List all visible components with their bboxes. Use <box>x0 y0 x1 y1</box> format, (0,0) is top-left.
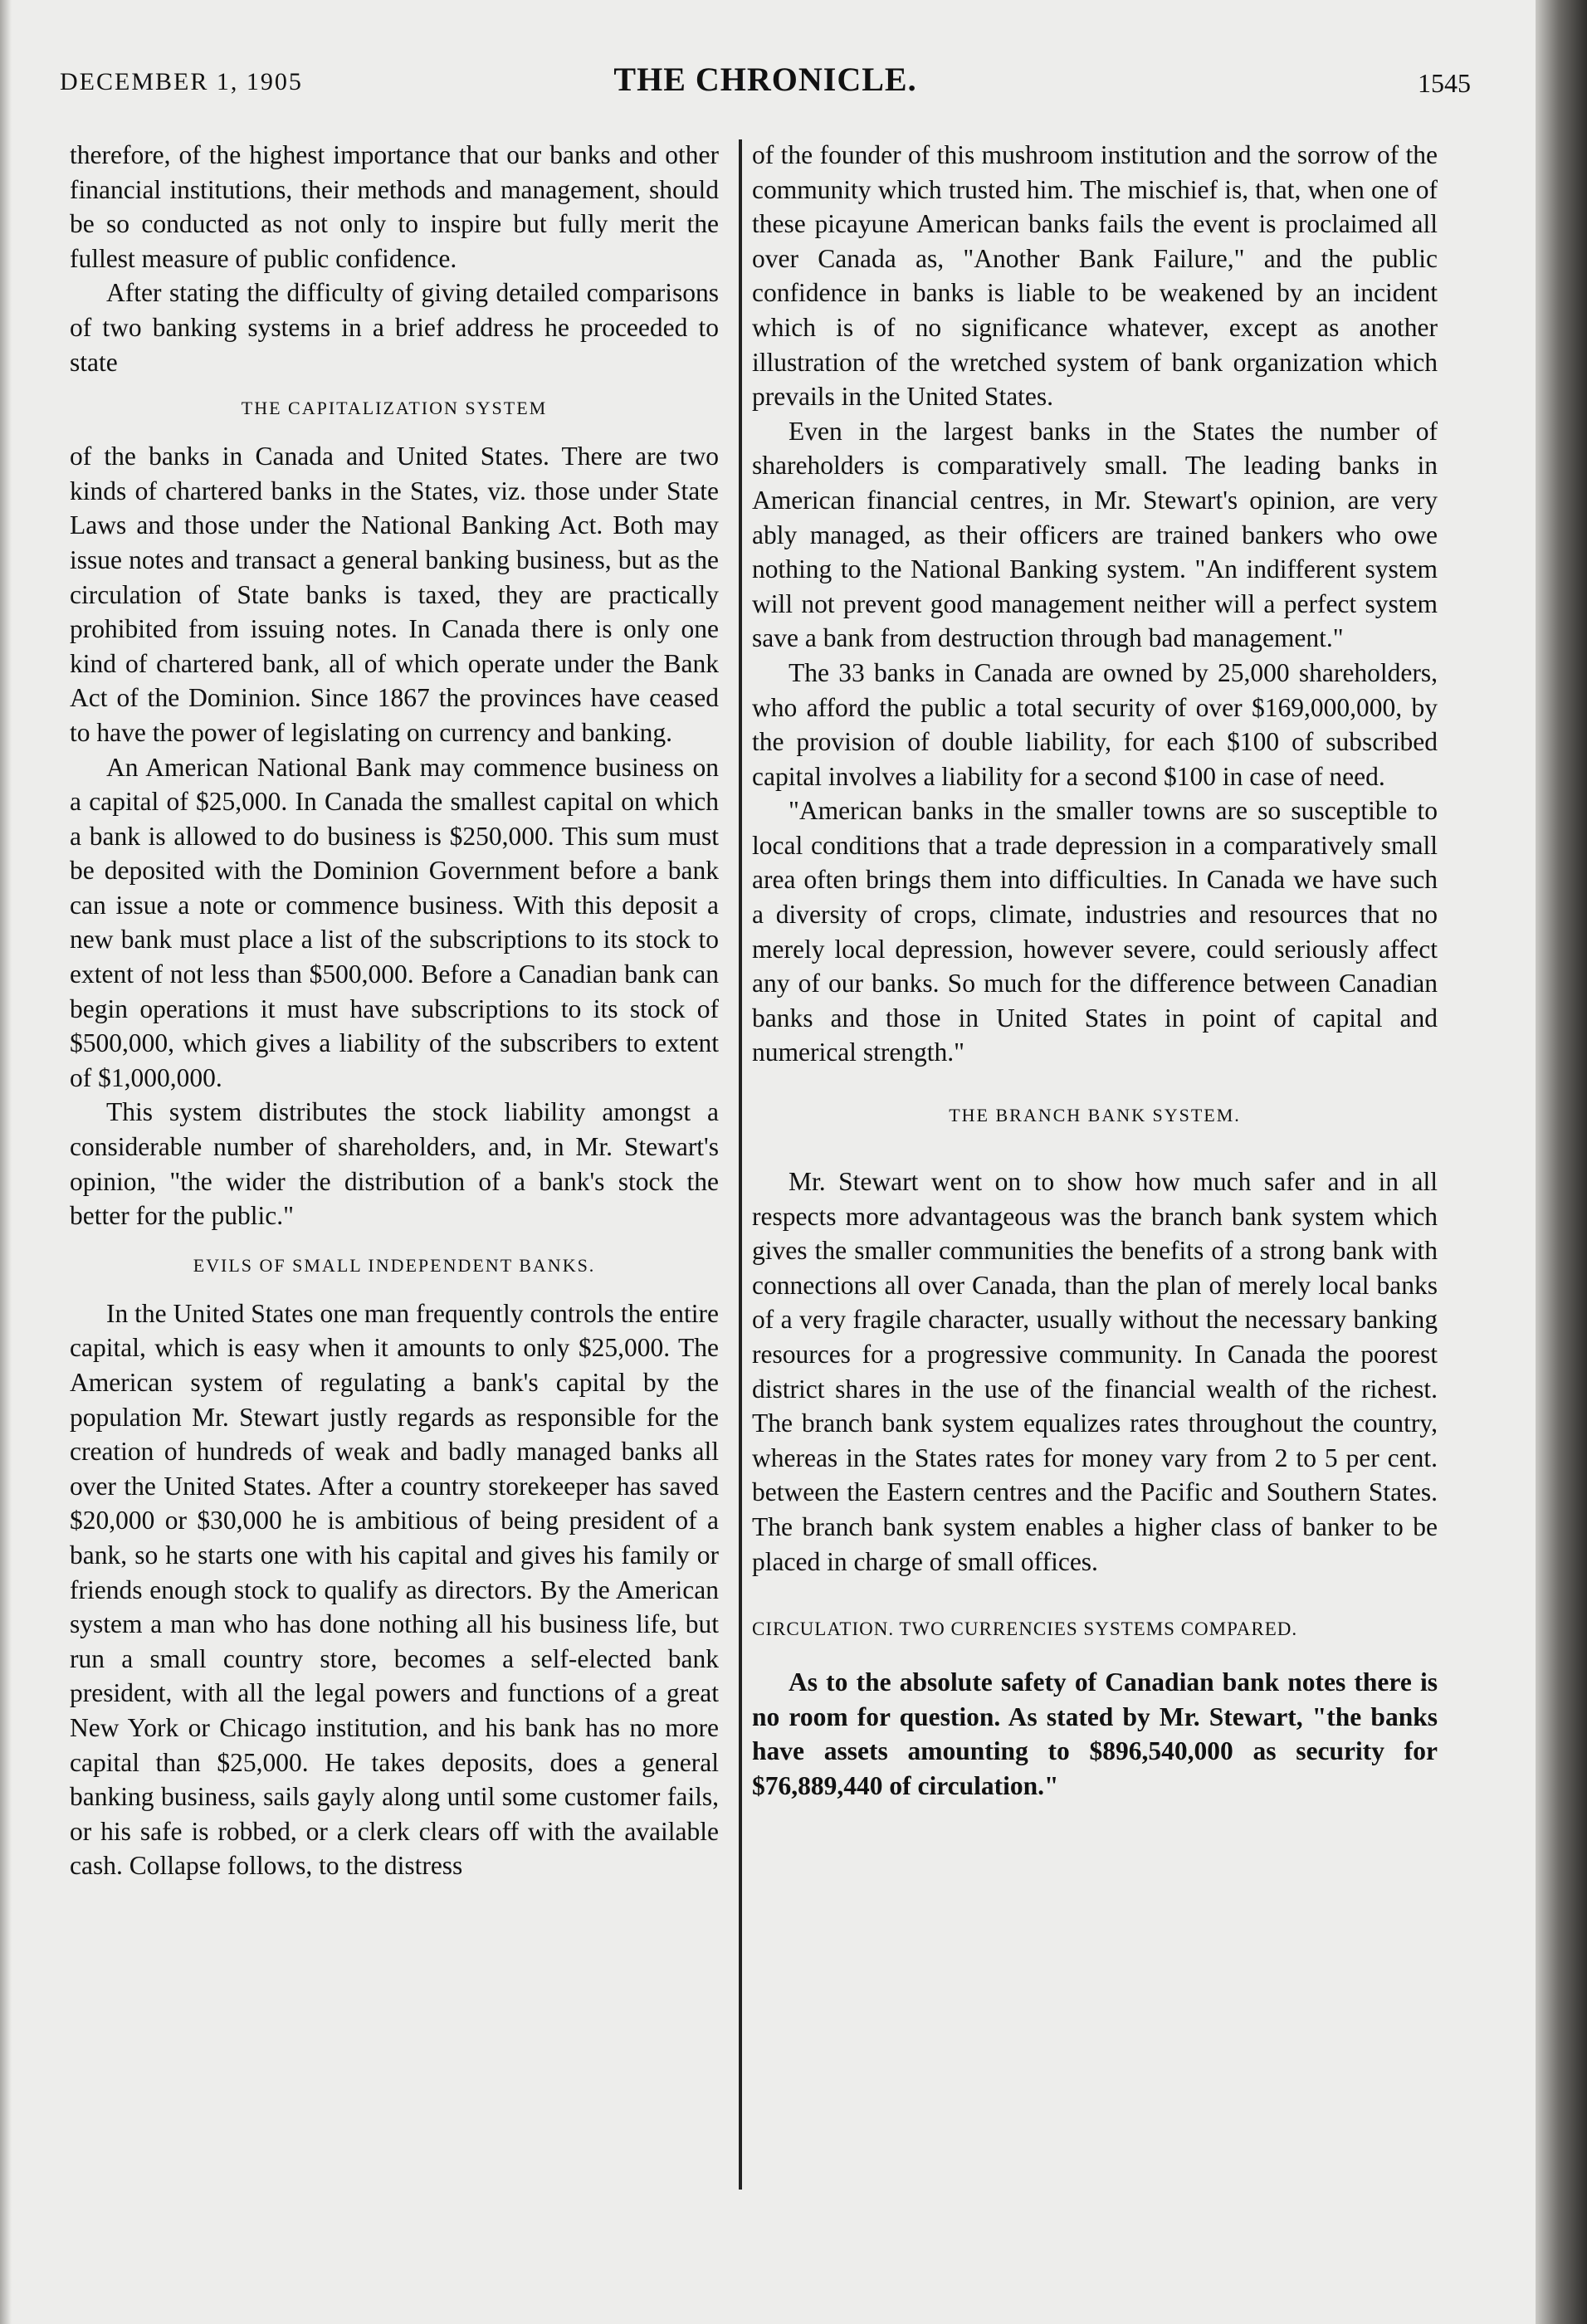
left-paragraph-4: An American National Bank may commence business on a capital of $25,000. In Canada the smallest capital on which a bank is allowed to do business is $250,000. This sum must be deposited with the Dominion Government before a bank can issue a note or commence business. With this deposit a new bank must place a list of the subscriptions to its stock to extent of not less than $500,000. Before a Canadian bank can begin operations it must have subscriptions to its stock of $500,000, which gives a liability of the subscribers to extent of $1,000,000. <box>70 752 719 1092</box>
right-column <box>752 138 1438 1804</box>
left-paragraph-1: therefore, of the highest importance that our banks and other financial institutions, their methods and management, should be so conducted as not only to inspire but fully merit the fullest measure of public confidence. <box>70 140 719 273</box>
section-heading-evils: EVILS OF SMALL INDEPENDENT BANKS. <box>193 1254 596 1276</box>
page-left-edge <box>0 0 12 2324</box>
left-column <box>70 138 719 1883</box>
section-heading-branch-bank: THE BRANCH BANK SYSTEM. <box>949 1105 1241 1126</box>
column-divider <box>739 139 742 2190</box>
right-paragraph-2: Even in the largest banks in the States the number of shareholders is comparatively small. The leading banks in American financial centres, in Mr. Stewart's opinion, are very ably managed, as their officers are trained bankers who owe nothing to the National Banking system. "An indifferent system will not prevent good management neither will a perfect system save a bank from destruction through bad management." <box>752 416 1438 653</box>
left-paragraph-5: This system distributes the stock liability amongst a considerable number of shareholders, and, in Mr. Stewart's opinion, "the wider the distribution of a bank's stock the better for the public." <box>70 1097 719 1231</box>
right-paragraph-3: The 33 banks in Canada are owned by 25,000 shareholders, who afford the public a total security of over $169,000,000, by the provision of double liability, for each $100 of subscribed capital involves a liability for a second $100 in case of need. <box>752 657 1438 791</box>
section-heading-capitalization: THE CAPITALIZATION SYSTEM <box>241 398 548 419</box>
header-date: DECEMBER 1, 1905 <box>60 68 303 95</box>
right-paragraph-5: Mr. Stewart went on to show how much safer and in all respects more advantageous was the branch bank system which gives the smaller communities the benefits of a strong bank with connections all over Canada, than the plan of merely local banks of a very fragile character, usually without the necessary banking resources for a progressive community. In Canada the poorest district shares in the use of the financial wealth of the richest. The branch bank system equalizes rates throughout the country, whereas in the States rates for money vary from 2 to 5 per cent. between the Eastern centres and the Pacific and Southern States. The branch bank system enables a higher class of banker to be placed in charge of small offices. <box>752 1167 1438 1576</box>
page-header <box>60 51 1471 101</box>
right-paragraph-6: As to the absolute safety of Canadian bank notes there is no room for question. As stated by Mr. Stewart, "the banks have assets amounting to $896,540,000 as security for $76,889,440 of circulation." <box>752 1667 1438 1800</box>
right-paragraph-4: "American banks in the smaller towns are so susceptible to local conditions that a trade depression in a comparatively small area often brings them into difficulties. In Canada we have such a diversity of crops, climate, industries and resources that no merely local depression, however severe, could seriously affect any of our banks. So much for the difference between Canadian banks and those in United States in point of capital and numerical strength." <box>752 796 1438 1067</box>
header-page-number: 1545 <box>1418 68 1471 98</box>
left-paragraph-6: In the United States one man frequently controls the entire capital, which is easy when it amounts to only $25,000. The American system of regulating a bank's capital by the population Mr. Stewart justly regards as responsible for the creation of hundreds of weak and badly managed banks all over the United States. After a country storekeeper has saved $20,000 or $30,000 he is ambitious of being president of a bank, so he starts one with his capital and gives his family or friends enough stock to qualify as directors. By the American system a man who has done nothing all his business life, but run a small country store, becomes a self-elected bank president, with all the legal powers and functions of a great New York or Chicago institution, and his bank has no more capital than $25,000. He takes deposits, does a general banking business, sails gayly along until some customer fails, or his safe is robbed, or a clerk clears off with the available cash. Collapse follows, to the distress <box>70 1298 719 1881</box>
header-title: THE CHRONICLE. <box>613 61 917 98</box>
page-right-edge-shadow <box>1536 0 1587 2324</box>
section-heading-circulation: CIRCULATION. TWO CURRENCIES SYSTEMS COMPARED. <box>752 1618 1298 1640</box>
left-paragraph-3: of the banks in Canada and United States. There are two kinds of chartered banks in the States, viz. those under State Laws and those under the National Banking Act. Both may issue notes and transact a general banking business, but as the circulation of State banks is taxed, they are practically prohibited from issuing notes. In Canada there is only one kind of chartered bank, all of which operate under the Bank Act of the Dominion. Since 1867 the provinces have ceased to have the power of legislating on currency and banking. <box>70 442 719 747</box>
right-paragraph-1: of the founder of this mushroom institution and the sorrow of the community which trusted him. The mischief is, that, when one of these picayune American banks fails the event is proclaimed all over Canada as, "Another Bank Failure," and the public confidence in banks is liable to be weakened by an incident which is of no significance whatever, except as another illustration of the wretched system of bank organization which prevails in the United States. <box>752 140 1438 412</box>
left-paragraph-2: After stating the difficulty of giving detailed comparisons of two banking systems in a brief address he proceeded to state <box>70 278 719 377</box>
